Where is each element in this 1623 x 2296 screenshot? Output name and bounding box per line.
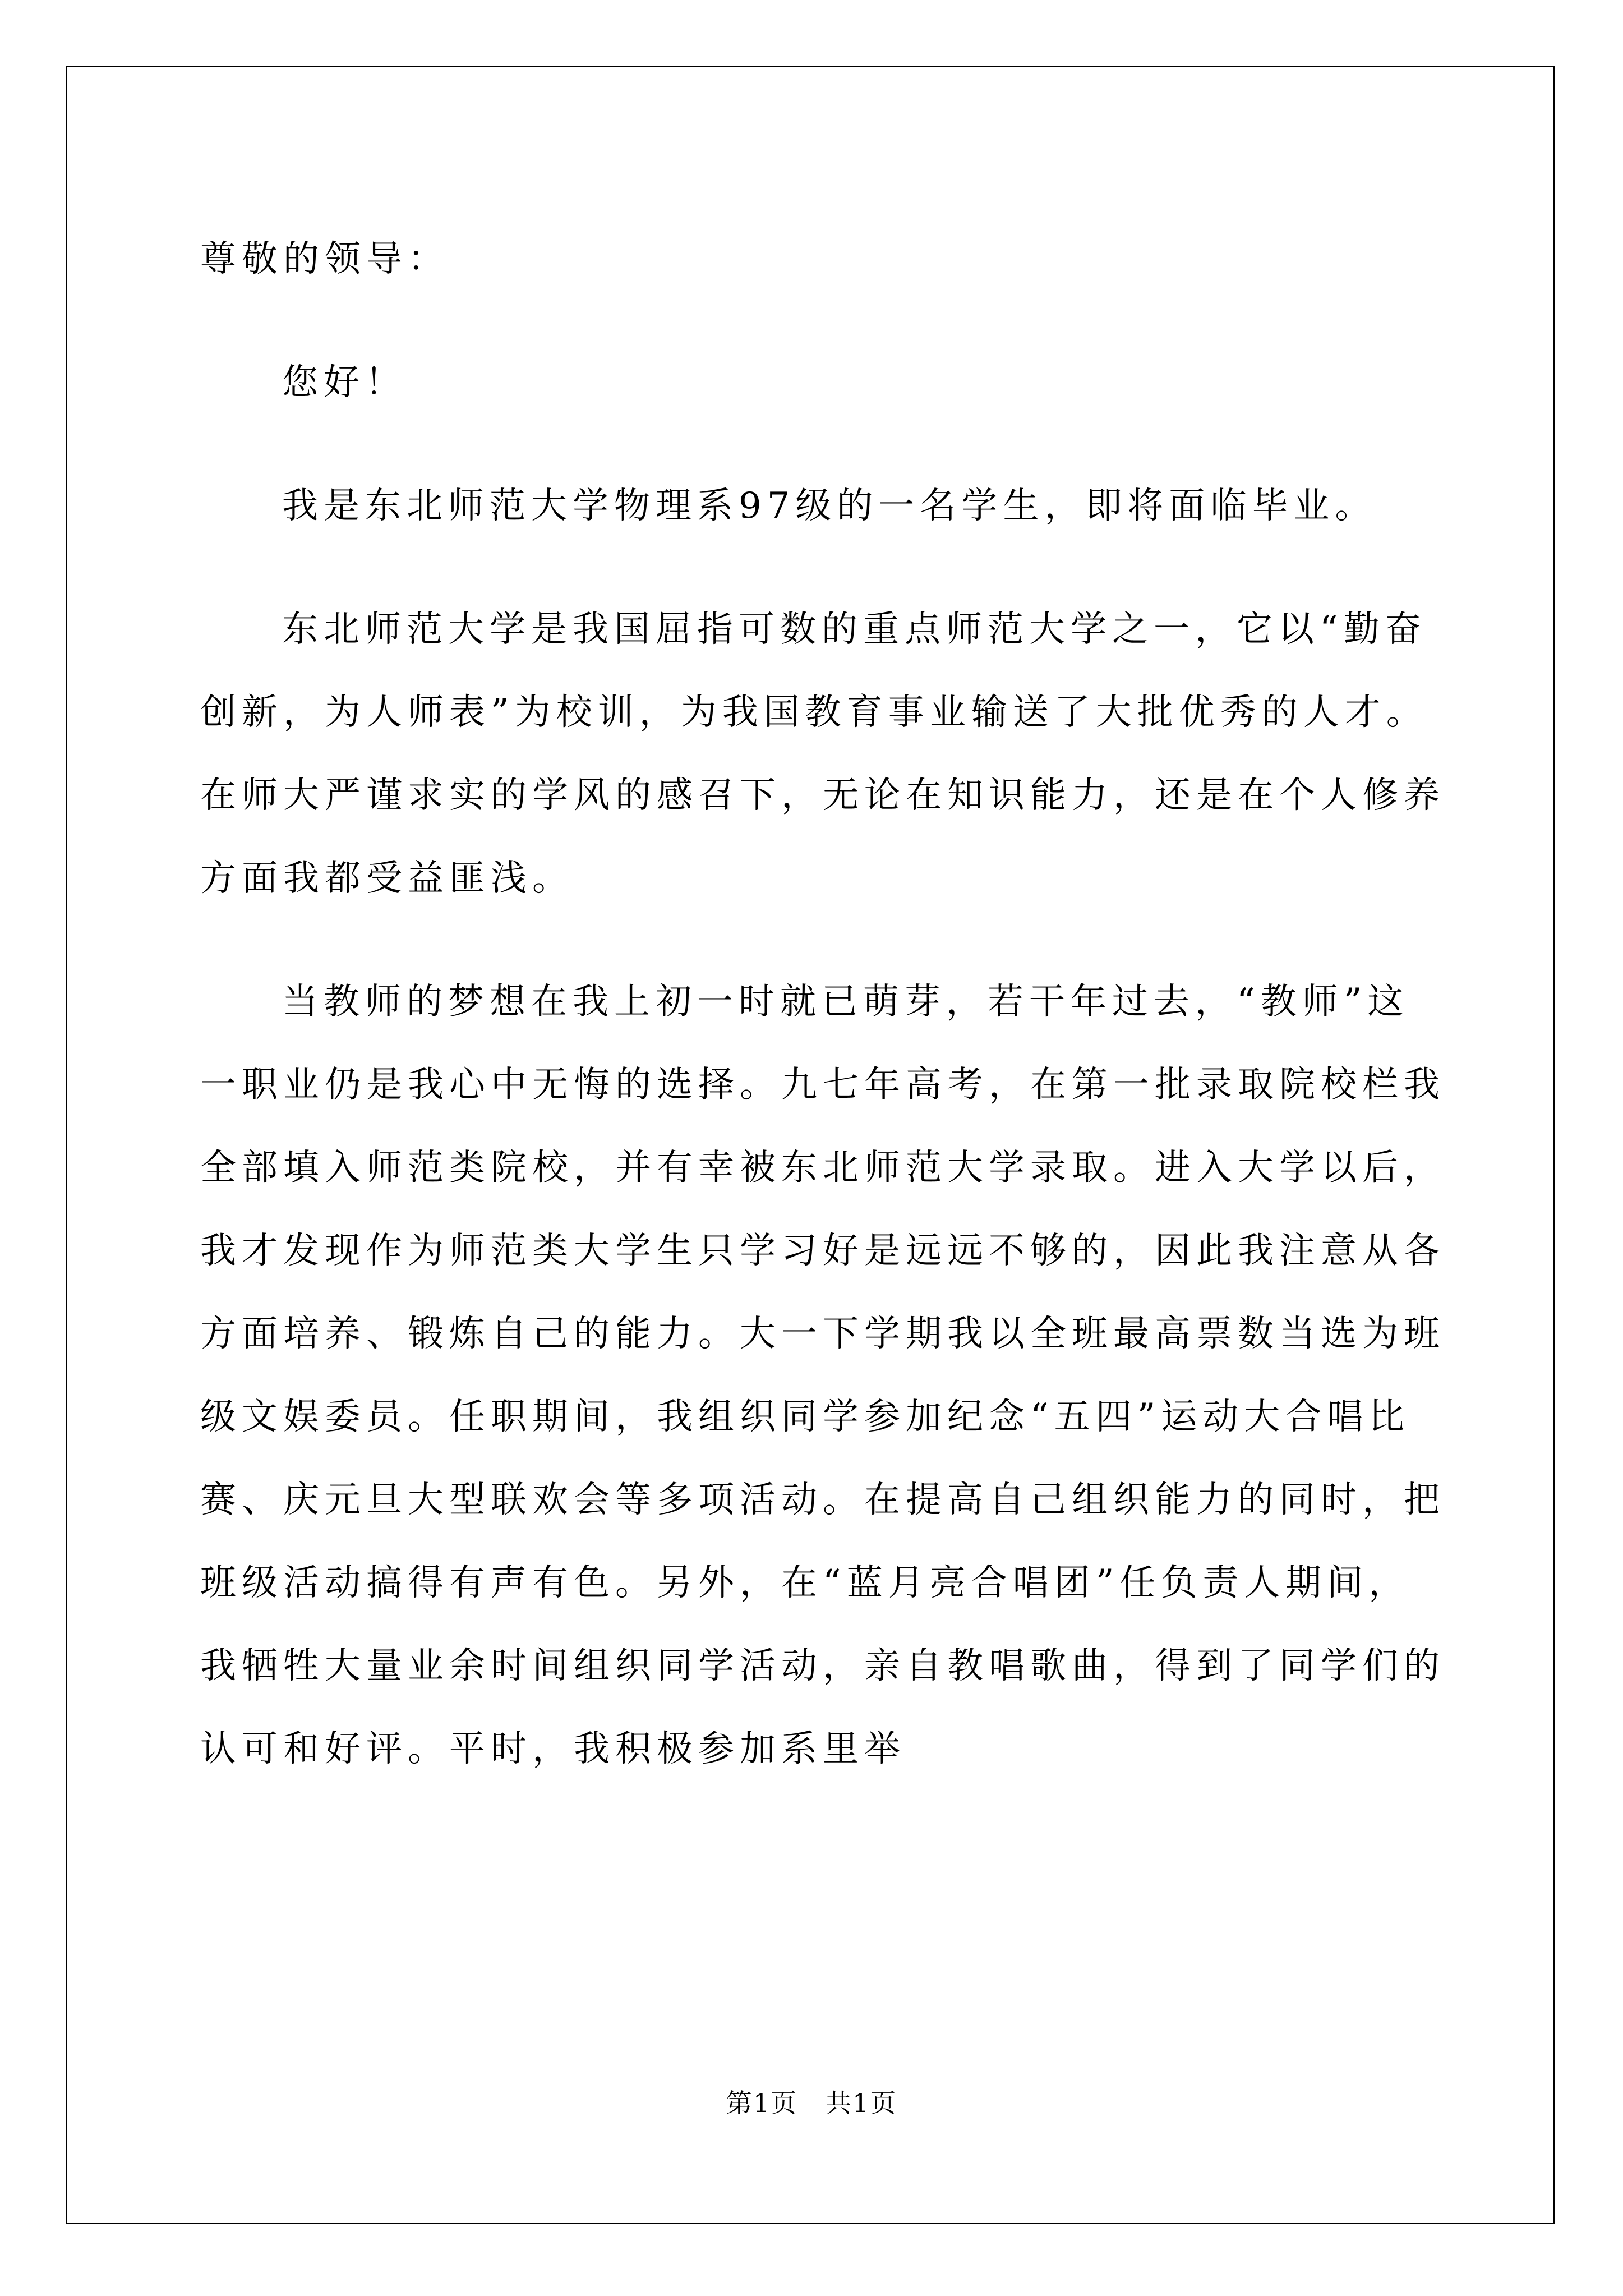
total-pages: 共1页 <box>825 2088 897 2118</box>
paragraph-line: 方面我都受益匪浅。 <box>200 858 574 899</box>
paragraph-1 <box>200 464 1423 547</box>
paragraph-line: 方面培养、锻炼自己的能力。大一下学期我以全班最高票数当选为班 <box>200 1313 1445 1355</box>
paragraph-line: 在师大严谨求实的学风的感召下，无论在知识能力，还是在个人修养 <box>200 775 1445 816</box>
paragraph-3 <box>200 960 1445 1791</box>
page-footer <box>0 2083 1623 2120</box>
page-number: 第1页 <box>726 2088 798 2118</box>
paragraph-line: 我牺牲大量业余时间组织同学活动，亲自教唱歌曲，得到了同学们的 <box>200 1645 1445 1687</box>
paragraph-line: 班级活动搞得有声有色。另外，在“蓝月亮合唱团”任负责人期间， <box>200 1562 1410 1604</box>
letter-body <box>200 218 1445 1791</box>
paragraph-line: 创新，为人师表”为校训，为我国教育事业输送了大批优秀的人才。 <box>200 692 1428 733</box>
paragraph-line: 认可和好评。平时，我积极参加系里举 <box>200 1728 906 1770</box>
paragraph-line: 我是东北师范大学物理系97级的一名学生，即将面临毕业。 <box>282 485 1377 527</box>
salutation: 尊敬的领导： <box>200 238 449 280</box>
paragraph-line: 级文娱委员。任职期间，我组织同学参加纪念“五四”运动大合唱比 <box>200 1396 1410 1438</box>
paragraph-2 <box>200 588 1445 920</box>
paragraph-line: 我才发现作为师范类大学生只学习好是远远不够的，因此我注意从各 <box>200 1230 1445 1272</box>
paragraph-line: 全部填入师范类院校，并有幸被东北师范大学录取。进入大学以后， <box>200 1147 1445 1189</box>
paragraph-line: 一职业仍是我心中无悔的选择。九七年高考，在第一批录取院校栏我 <box>200 1064 1445 1106</box>
paragraph-line: 东北师范大学是我国屈指可数的重点师范大学之一，它以“勤奋 <box>282 609 1427 650</box>
paragraph-line: 赛、庆元旦大型联欢会等多项活动。在提高自己组织能力的同时，把 <box>200 1479 1445 1521</box>
paragraph-line: 当教师的梦想在我上初一时就已萌芽，若干年过去，“教师”这 <box>282 981 1409 1023</box>
greeting: 您好！ <box>282 362 407 403</box>
